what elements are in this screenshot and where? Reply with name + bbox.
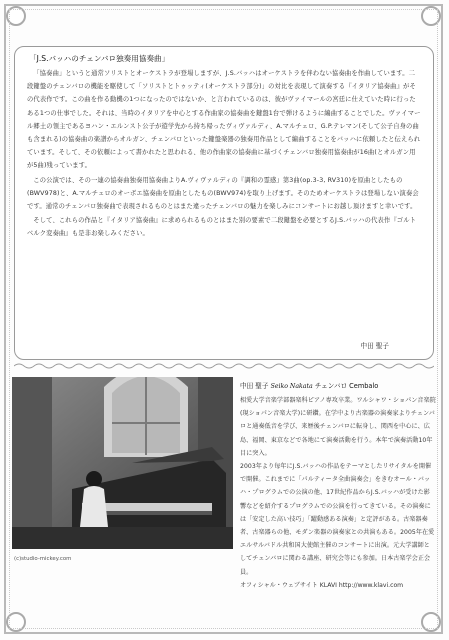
essay-box — [14, 46, 434, 360]
performer-bio — [240, 380, 436, 592]
wavy-divider — [14, 362, 434, 370]
essay-paragraph: この公演では、その一連の協奏曲独奏用協奏曲よりA.ヴィヴァルディの『調和の霊感』第3曲(op.3-3, RV310)を原曲としたもの(BWV978)と、A.マルチェロのオーボエ協奏曲を原曲としたもの(BWV974)を取り上げます。そのためオーケストラは登場しない演奏会です。通常のチェンバロ独奏曲で表現されるものとはまた違ったチェンバロの魅力を楽しみにコンサートにお越し頂けますと幸いです。 — [27, 176, 419, 211]
performer-name-latin: Seiko Nakata — [270, 383, 313, 390]
bio-website — [240, 579, 436, 592]
photo-credit: (c)studio-mickey.com — [14, 556, 72, 562]
photo-illustration — [12, 377, 233, 549]
essay-title: 「J.S.バッハのチェンバロ独奏用協奏曲」 — [29, 54, 170, 63]
website-label: オフィシャル・ウェブサイト KLAVI — [240, 581, 337, 589]
performer-name-jp: 中田 聖子 — [240, 382, 269, 390]
bio-paragraph: 相愛大学音楽学部器楽科ピアノ専攻卒業。ワルシャワ・ショパン音楽院(現ショパン音楽大学)に研鑽。在学中より古楽器の演奏家よりチェンバロと通奏低音を学び、来歴後チェンバロに転身し、関西を中心に、広島、福岡、東京などで各地にて演奏活動を行う。本年で演奏活動10年目に突入。 — [240, 397, 436, 457]
performer-role: チェンバロ Cembalo — [314, 382, 379, 390]
website-link[interactable]: http://www.klavi.com — [338, 581, 404, 589]
performer-name — [240, 380, 436, 393]
performer-photo — [12, 377, 233, 549]
essay-paragraph: そして、これらの作品と『イタリア協奏曲』に求められるものとはまた別の要素で二段鍵盤を必要とするJ.S.バッハの代表作『ゴルトベルク変奏曲』も是非お楽しみください。 — [27, 217, 417, 238]
essay-paragraph: 「協奏曲」というと通常ソリストとオーケストラが登場しますが、J.S.バッハはオーケストラを伴わない協奏曲を作曲しています。二段鍵盤のチェンバロの機能を駆使して「ソリストとトゥッティ(オーケストラ部分)」の対比を表現して演奏する『イタリア協奏曲』がその代表作です。この曲を作る動機の1つになったのではないか、と言われているのは、彼がヴァイマールの宮廷に仕えていた時に行ったある1つの仕事でした。それは、当時のイタリアを中心とする作曲家の協奏曲を鍵盤1台で弾けるように編曲することでした。ヴァイマール郷土の領主であるヨハン・エルンスト公子が遊学先から持ち帰ったヴィヴァルディ、A.マルチェロ、G.P.テレマン(そして公子自身の曲も含まれる)の協奏曲の楽譜からオルガン、チェンバロといった鍵盤楽器の独奏用作品として編曲することをバッハに依頼したと伝えられています。そして、その依頼によって書かれたと思われる、他の作曲家の協奏曲に基づくチェンバロ独奏用協奏曲が16曲(とオルガン用が5曲)残っています。 — [27, 70, 421, 170]
essay-signature: 中田 聖子 — [360, 342, 389, 350]
bio-paragraph: 2003年より毎年にJ.S.バッハの作品をテーマとしたリサイタルを開催で開催。これまでに「パルティータ全曲演奏会」をきむオール・バッハ・プログラムでの公演の他、17世紀作品からJ.S.バッハが受けた影響などを紹介するプログラムでの公演を行ってきている。その演奏には「安定した高い技巧」「躍動感ある演奏」と定評がある。古楽器奏者、古楽器らの他、モダン楽器の演奏家との共演もある。2005年在愛エルサルバドル共和国大使館主催のコンサートに出演。元大学講師としてチェンバロに関わる講座、研究会等にも参加。日本古楽学会正会員。 — [240, 463, 435, 576]
